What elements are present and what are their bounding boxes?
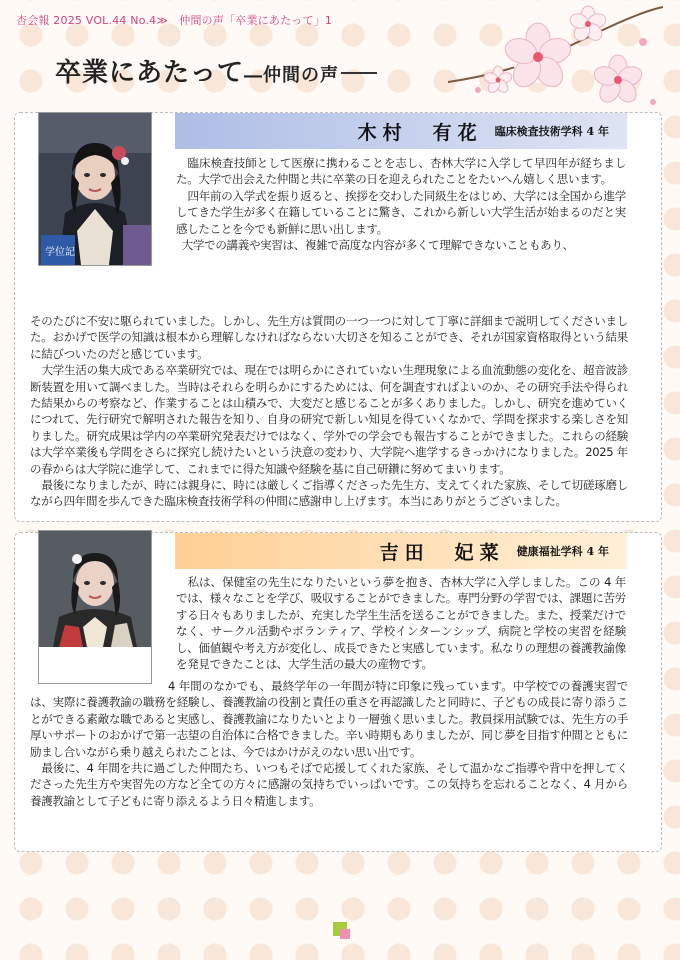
paragraph: 大学での講義や実習は、複雑で高度な内容が多くて理解できないこともあり、 (181, 238, 574, 253)
paragraph: 4 年間のなかでも、最終学年の一年間が特に印象に残っています。中学校での養護実習では、実際に養護教諭の職務を経験し、養護教諭の役割と責任の重さを再認識したと同時に、子どもの成長に寄り添うことができる素敵な職であると実感し、養護教諭になりたいとより一層強く思いました。教員採用試験では、先生方の手厚いサポートのおかげで第一志望の自治体に合格できました。辛い時期もありましたが、同じ夢を目指す仲間とともに励まし合いながら乗り越えられたことは、今ではかけがえのない思い出です。 (30, 679, 628, 759)
name-band-kimura (175, 113, 627, 149)
person-name: 吉田 妃菜 (379, 541, 505, 564)
page-title-sub: ―仲間の声 (244, 65, 340, 86)
title-rule (341, 72, 377, 74)
page-title-main: 卒業にあたって (55, 58, 245, 88)
page-title (55, 52, 377, 89)
paragraph: 私は、保健室の先生になりたいという夢を抱き、杏林大学に入学しました。この 4 年では、様々なことを学び、吸収することができました。専門分野の学習では、課題に苦労する日々もありましたが、充実した学生生活を送ることができました。また、授業だけでなく、サークル活動やボランティア、学校インターンシップ、病院と学校の実習を経験し、価値観や考え方が変化し、成長できたと実感しています。私なりの理想の養護教諭像を発見できたことは、大学生活の最大の産物です。 (176, 575, 626, 672)
portrait-photo-kimura (38, 112, 152, 266)
article-body-yoshida-bottom (30, 678, 628, 809)
portrait-image (39, 113, 151, 265)
portrait-image (39, 531, 151, 647)
blossom-right (592, 55, 644, 106)
cherry-blossom-decoration (438, 2, 668, 122)
blossom-small (483, 66, 513, 95)
article-body-kimura-bottom (30, 313, 628, 510)
page-number-mark (333, 922, 347, 936)
paragraph: 臨床検査技師として医療に携わることを志し、杏林大学に入学して早四年が経ちました。大学で出会えた仲間と共に卒業の日を迎えられたことをたいへん嬉しく思います。 (176, 156, 626, 187)
name-band-yoshida (175, 533, 627, 569)
blossom-large (502, 23, 574, 92)
person-name: 木村 有花 (357, 121, 483, 144)
person-department: 健康福祉学科 4 年 (516, 545, 609, 558)
portrait-photo-yoshida (38, 530, 152, 684)
person-department: 臨床検査技術学科 4 年 (494, 125, 609, 138)
paragraph: そのたびに不安に駆られていました。しかし、先生方は質問の一つ一つに対して丁寧に詳細まで説明してくださいました。おかげで医学の知識は根本から理解しなければならない大切さを知ることができ、それが国家資格取得という結果に結びついたのだと感じています。 (30, 314, 628, 361)
diploma-caption: 学位記 (45, 247, 75, 258)
article-body-yoshida-top (176, 574, 626, 672)
running-head: 杏会報 2025 VOL.44 No.4≫ 仲間の声「卒業にあたって」1 (16, 14, 333, 27)
article-body-kimura-top (176, 155, 626, 253)
paragraph: 最後に、4 年間を共に過ごした仲間たち、いつもそばで応援してくれた家族、そして温かなご指導や背中を押してくださった先生方や実習先の方など全ての方々に感謝の気持ちでいっぱいです。この気持ちを忘れることなく、4 月から養護教諭として子どもに寄り添えるよう日々精進します。 (30, 761, 628, 808)
paragraph: 最後になりましたが、時には親身に、時には厳しくご指導くださった先生方、支えてくれた家族、そして切磋琢磨しながら四年間を歩んできた臨床検査技術学科の仲間に感謝申し上げます。本当にありがとうございました。 (30, 478, 628, 509)
paragraph: 大学生活の集大成である卒業研究では、現在では明らかにされていない生理現象による血流動態の変化を、超音波診断装置を用いて調べました。当時はそれらを明らかにするためには、何を調査すればよいのか、その研究手法や得られた結果からの考察など、作業することは山積みで、大変だと感じることが多くありました。しかし、研究を進めていくにつれて、先行研究で解明された報告を知り、自身の研究で新しい知見を得ていくなかで、学問を探求する楽しさを知りました。研究成果は学内の卒業研究発表だけではなく、学外での学会でも報告することができました。これらの経験は大学卒業後も学問をさらに探究し続けたいという決意の変わり、大学院へ進学するきっかけになりました。2025 年の春からは大学院に進学して、これまでに得た知識や経験を基に自己研鑽に努めてまいります。 (30, 363, 628, 476)
paragraph: 四年前の入学式を振り返ると、挨拶を交わした同級生をはじめ、大学には全国から進学してきた学生が多く在籍していることに驚き、これから新しい大学生活が始まるのだと実感したことを今でも新鮮に思い出します。 (176, 188, 626, 236)
